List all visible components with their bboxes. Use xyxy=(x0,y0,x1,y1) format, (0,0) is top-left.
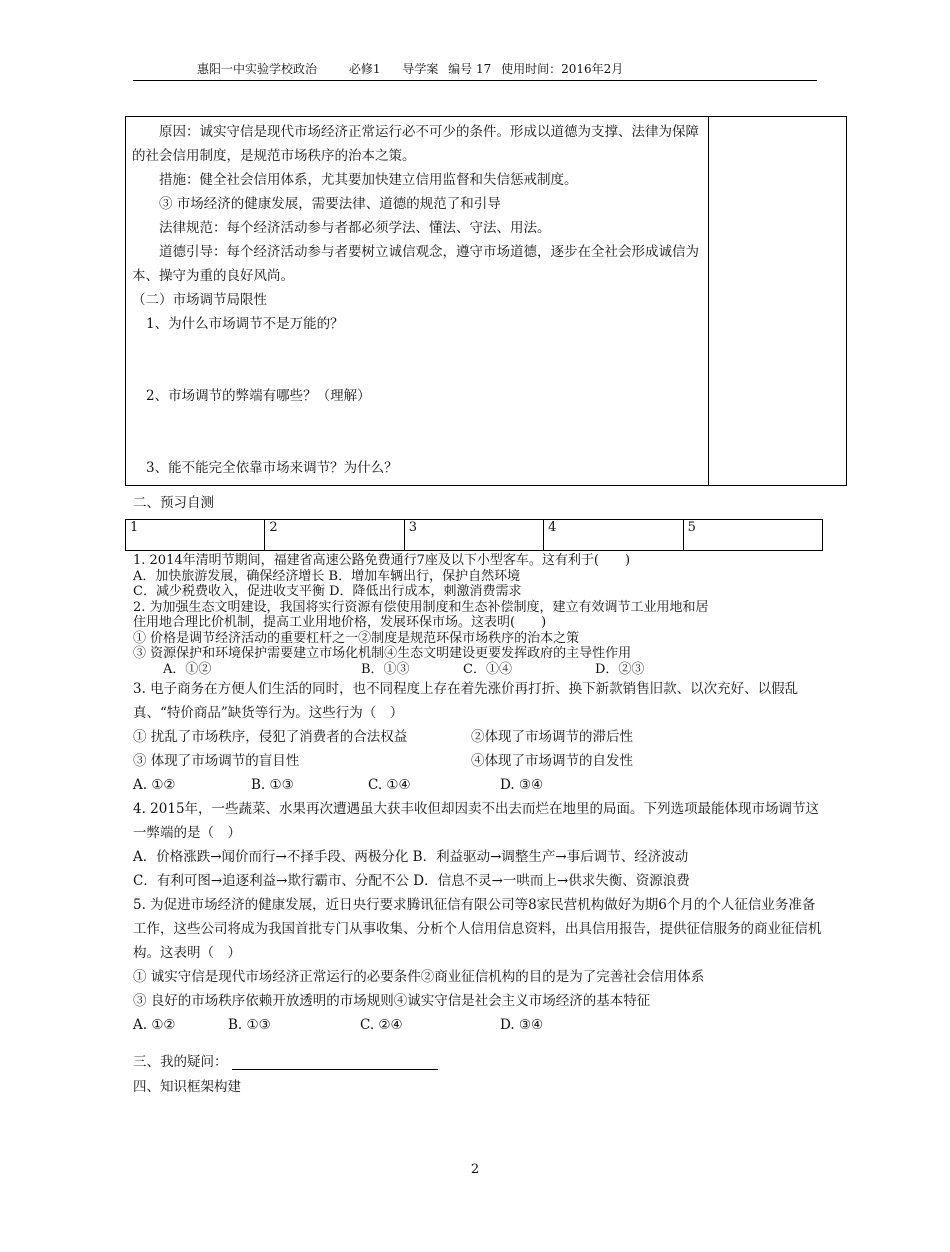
section-3 xyxy=(133,1050,438,1070)
q5-option-b: B. ①③ xyxy=(228,1017,271,1033)
header-time: 使用时间：2016年2月 xyxy=(501,62,624,76)
question-block-3-5 xyxy=(133,677,823,1037)
q3-statement-3: ③ 体现了市场调节的盲目性 xyxy=(133,753,300,769)
header-school: 惠阳一中实验学校政治 xyxy=(197,62,318,76)
q2-option-a: A．①② xyxy=(163,661,212,677)
q4-options-ab: A．价格涨跌→闻价而行→不择手段、两极分化 B．利益驱动→调整生产→事后调节、经济波动 xyxy=(133,849,689,865)
q3-statement-2: ②体现了市场调节的滞后性 xyxy=(471,729,633,745)
q4-stem: 4. 2015年，一些蔬菜、水果再次遭遇虽大获丰收但却因卖不出去而烂在地里的局面。下列选项最能体现市场调节这一弊端的是（ ） xyxy=(133,801,820,841)
q2-options xyxy=(133,662,823,678)
section-4-title: 四、知识框架构建 xyxy=(133,1079,241,1095)
q3-option-b: B. ①③ xyxy=(251,777,294,793)
question-3: 3、能不能完全依靠市场来调节？为什么？ xyxy=(146,460,398,476)
q2-option-c: C．①④ xyxy=(463,661,512,677)
q5-option-c: C. ②④ xyxy=(360,1017,403,1033)
q3-option-c: C. ①④ xyxy=(368,777,411,793)
q5-options xyxy=(133,1013,823,1037)
answer-cell-5[interactable]: 5 xyxy=(683,520,822,551)
question-1: 1、为什么市场调节不是万能的？ xyxy=(146,316,344,332)
section-2-title: 二、预习自测 xyxy=(133,495,214,511)
question-block-1-2 xyxy=(133,553,823,677)
q3-statement-1: ① 扰乱了市场秩序，侵犯了消费者的合法权益 xyxy=(133,729,408,745)
q2-option-d: D．②③ xyxy=(595,661,645,677)
q2-stem-line2: 住用地合理比价机制，提高工业用地价格，发展环保市场。这表明( ) xyxy=(133,615,547,630)
q2-statements-12: ① 价格是调节经济活动的重要杠杆之一②制度是规范环保市场秩序的治本之策 xyxy=(133,630,580,646)
answer-cell-2[interactable]: 2 xyxy=(265,520,404,551)
q1-options-cd: C．减少税费收入，促进收支平衡 D．降低出行成本，刺激消费需求 xyxy=(133,584,522,599)
question-2: 2、市场调节的弊端有哪些？（理解） xyxy=(146,388,371,404)
point3-text: ③ 市场经济的健康发展，需要法律、道德的规范了和引导 xyxy=(159,196,501,212)
q3-stem: 3. 电子商务在方便人们生活的同时，也不同程度上存在着先涨价再打折、换下新款销售旧款、以次充好、以假乱真、“特价商品”缺货等行为。这些行为（ ） xyxy=(133,681,799,721)
q3-option-d: D. ③④ xyxy=(500,777,544,793)
subtitle-limitation: （二）市场调节局限性 xyxy=(132,292,267,308)
q1-stem: 1. 2014年清明节期间，福建省高速公路免费通行7座及以下小型客车。这有利于( ) xyxy=(133,553,631,568)
notes-content xyxy=(132,120,704,480)
q5-option-a: A. ①② xyxy=(133,1017,176,1033)
page-number: 2 xyxy=(470,1162,480,1177)
page-header xyxy=(133,60,817,81)
question-blank-line[interactable] xyxy=(232,1055,438,1070)
q2-statements-34: ③ 资源保护和环境保护需要建立市场化机制④生态文明建设更要发挥政府的主导性作用 xyxy=(133,646,632,661)
header-number: 编号 17 xyxy=(448,62,492,76)
q3-statements-12 xyxy=(133,725,823,749)
q5-stem: 5. 为促进市场经济的健康发展，近日央行要求腾讯征信有限公司等8家民营机构做好为期6个月的个人征信业务准备工作，这些公司将成为我国首批专门从事收集、分析个人信用信息资料，出具信用报告，提供征信服务的商业征信机构。这表明（ ） xyxy=(133,897,822,961)
q3-statements-34 xyxy=(133,749,823,773)
moral-text: 道德引导：每个经济活动参与者要树立诚信观念，遵守市场道德，逐步在全社会形成诚信为本、操守为重的良好风尚。 xyxy=(132,244,699,284)
notes-table xyxy=(125,116,847,486)
q2-option-b: B．①③ xyxy=(361,661,410,677)
reason-text: 原因：诚实守信是现代市场经济正常运行必不可少的条件。形成以道德为支撑、法律为保障的社会信用制度，是规范市场秩序的治本之策。 xyxy=(132,124,699,164)
measure-text: 措施：健全社会信用体系，尤其要加快建立信用监督和失信惩戒制度。 xyxy=(159,172,578,188)
q1-options-ab: A．加快旅游发展，确保经济增长 B．增加车辆出行，保护自然环境 xyxy=(133,568,521,584)
q2-stem-line1: 2. 为加强生态文明建设，我国将实行资源有偿使用制度和生态补偿制度，建立有效调节工业用地和居 xyxy=(133,599,709,615)
header-course: 必修1 xyxy=(348,62,381,76)
q5-option-d: D. ③④ xyxy=(500,1017,544,1033)
q4-options-cd: C．有利可图→追逐利益→欺行霸市、分配不公 D．信息不灵→一哄而上→供求失衡、资源浪费 xyxy=(133,873,690,889)
q5-statements-34: ③ 良好的市场秩序依赖开放透明的市场规则④诚实守信是社会主义市场经济的基本特征 xyxy=(133,993,651,1009)
answer-cell-1[interactable]: 1 xyxy=(126,520,265,551)
q3-statement-4: ④体现了市场调节的自发性 xyxy=(471,753,633,769)
section-3-label: 三、我的疑问： xyxy=(133,1054,228,1070)
header-doc-type: 导学案 xyxy=(402,62,439,76)
answer-cell-4[interactable]: 4 xyxy=(544,520,683,551)
notes-column-divider xyxy=(708,117,709,485)
answer-grid xyxy=(125,519,823,551)
q3-options xyxy=(133,773,823,797)
q3-option-a: A. ①② xyxy=(133,777,176,793)
q5-statements-12: ① 诚实守信是现代市场经济正常运行的必要条件②商业征信机构的目的是为了完善社会信用体系 xyxy=(133,969,705,985)
law-text: 法律规范：每个经济活动参与者都必须学法、懂法、守法、用法。 xyxy=(159,220,551,236)
answer-cell-3[interactable]: 3 xyxy=(404,520,543,551)
